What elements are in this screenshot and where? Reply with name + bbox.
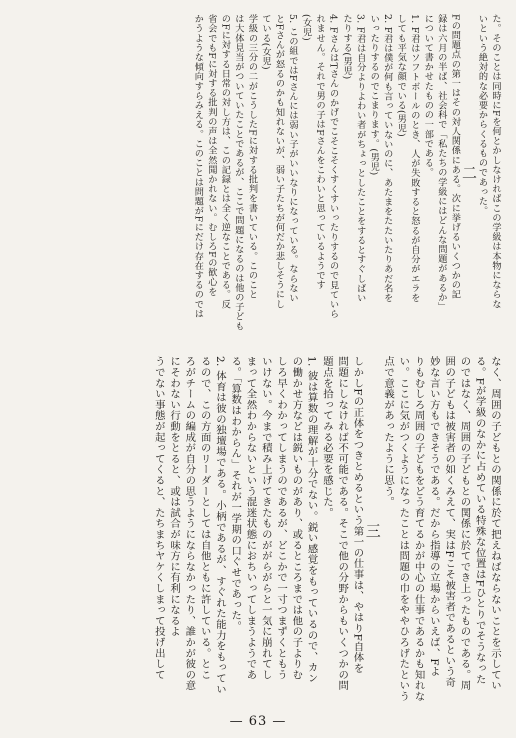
text-line: た。そのことは同時にFを何とかしなければこの学級は本物にならな [490, 14, 501, 309]
text-line: とFさんが怒るのかも知れないが、弱い子たちが何だか悲しそうにし [273, 14, 285, 309]
text-line: 5. この組ではFさんには弱い子がいいなりになっている。ならない [287, 14, 299, 303]
text-line: 1. 彼は算数の理解が十分でない。鋭い感覚をもっているので、カン [305, 356, 318, 684]
text-line: れません。それで男の子はFさんをこわいと思っているようです [314, 14, 326, 290]
text-line: 妙な言い方もできそうである。だから指導の立場からいえば、Fよ [427, 356, 440, 677]
text-line: いという絶対的な必要からくるものであった。 [476, 14, 488, 216]
text-line: る。Fが学級のなかに占めている特殊な位置はFひとりでそうなった [473, 356, 486, 685]
text-line: る。「算数はわからん」それが一学期の口ぐせであった。 [229, 356, 242, 632]
text-line: 題点を拾ってみる必要を感じた。 [320, 356, 333, 518]
text-line: 点で意義があったように思う。 [382, 356, 395, 508]
text-line: Fの問題点の第一はその対人関係にある。次に挙げるいくつかの記 [449, 14, 461, 300]
text-line: いけない。今まで積み上げてきたものががらがらと一気に崩れてし [259, 356, 272, 680]
text-line: 問題にしなければ不可能である。そこで他の分野からもいくつかの問 [336, 356, 349, 691]
text-line: いったりするのでこまります。(男児) [368, 14, 380, 176]
text-line: 1. F君はソフトボールのとき、人が失敗すると怒るが自分がエラを [408, 14, 420, 303]
text-line: まって全然わからないという混迷状態におちいってしまうようであ [244, 356, 257, 680]
text-line: のFに対する日常の対し方は、この記録とは全く逆なことである。反 [219, 14, 231, 309]
text-line: しろ早くわかってしまうのであるが、どこかで一寸つまずくともう [275, 356, 288, 680]
text-line: 2. F君は僕が何も言っていないのに、あたまをたたいたりあだ名を [381, 14, 393, 303]
text-line: 4. FさんはTさんのかげでこそこそくすくすいったりするので見ていら [327, 14, 339, 319]
text-line: 学級の三分の二がこうしたFに対する批判を書いている。このこと [246, 14, 258, 300]
text-line: 2. 体育は彼の独壇場である。小柄であるが、すぐれた能力をもってい [213, 356, 226, 695]
upper-text-block [191, 14, 502, 332]
text-line: なく、周囲の子どもとの関係に於て把えねばならないことを示してい [489, 356, 501, 691]
section-heading: 二 [459, 165, 478, 181]
text-line: 3. F君は自分よりよわい者がちょっとしたことをするとすぐしばい [354, 14, 366, 303]
text-line: うでない事態が起ってくると、たちまちヤケくしまって投げ出して [152, 356, 165, 680]
section-heading: 三 [363, 523, 382, 539]
text-line: 省会でもFに対する批判の声は全然聞かれない。むしろFの歓心を [205, 14, 217, 297]
text-line: にそわない行動をとると、或は試合が味方に有利になるよ [168, 356, 181, 637]
text-line: ている(女児) [259, 14, 271, 70]
text-line: い。ここに気がつくようになったことは問題の巾をややひろげたという [397, 356, 410, 702]
text-line: しかしFの正体をつきとめるという第一の仕事は、やはりF自体を [351, 356, 364, 674]
text-line: のではなく、周囲の子どもとの関係に於てでき上ったものである。周 [458, 356, 471, 691]
lower-text-block [151, 356, 502, 706]
text-line: 録は六月の半ば、社会科で「私たちの学級にはどんな問題があるか」 [435, 14, 447, 312]
text-line: るので、この方面のリーダーとしては自他ともに許している。とこ [198, 356, 211, 680]
text-line: かうような傾向すらみえる。このことは問題がFにだけ存在するのでは [192, 14, 204, 319]
text-line: の働かせ方などは鋭いものがあり、或るところまでは他の子よりむ [290, 356, 303, 680]
text-line: 囲の子どもは被害者の如くみえて、実はFこそ被害者であるという奇 [443, 356, 456, 688]
text-line: りもむしろ周囲の子どもをどう育てるかが中心の仕事であるかも知れな [412, 356, 425, 702]
text-line: (女児) [300, 14, 312, 42]
text-line: たりする(男児) [341, 14, 353, 80]
text-line: について書かせたものの一部である。 [422, 14, 434, 178]
text-line: は大体見当がついていたことであるが、ここで問題になるのは他の子ども [232, 14, 244, 331]
text-line: しても平気な顔でいる(男児) [395, 14, 407, 138]
text-line: ろがチームの編成が自分の思うようにならなかったり、誰かが彼の意 [183, 356, 196, 691]
page-number: — 63 — [229, 714, 287, 729]
